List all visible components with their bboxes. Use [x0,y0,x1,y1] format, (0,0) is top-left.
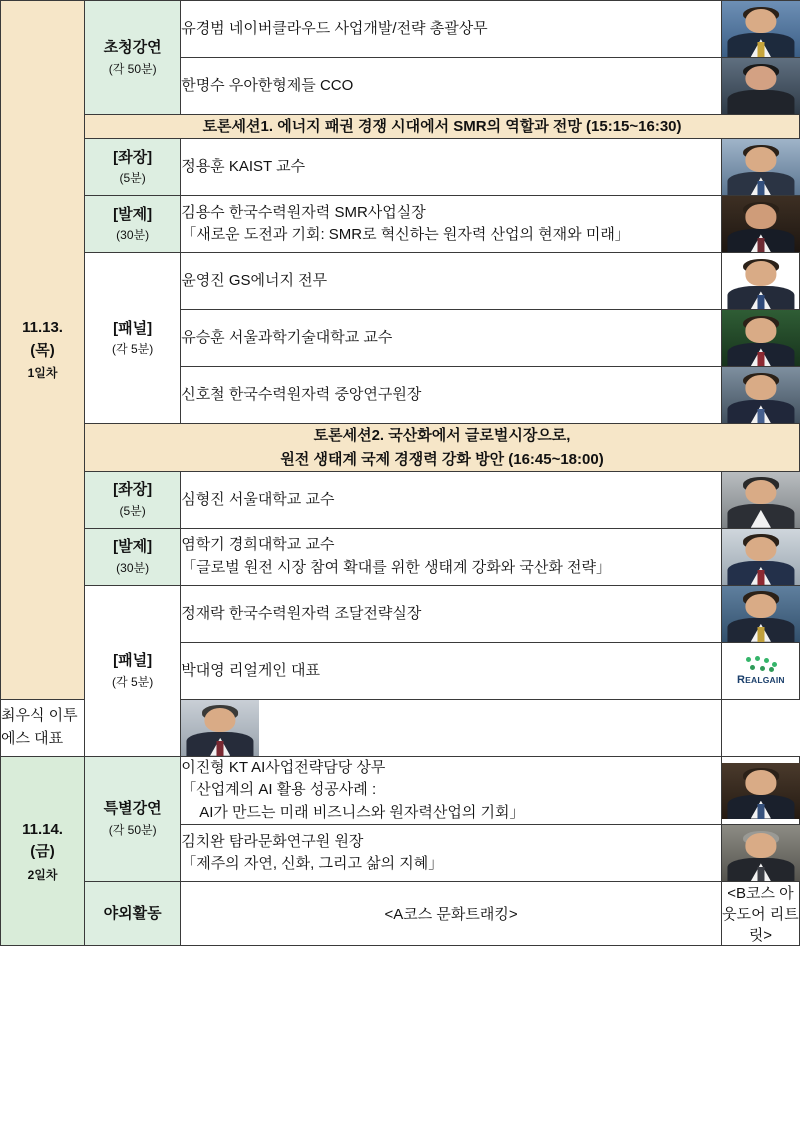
entry-text: 정용훈 KAIST 교수 [181,158,306,175]
table-row [1,424,800,472]
entry-s2-panel-3 [1,699,85,756]
role-panel-2 [85,585,181,756]
photo-suit [727,90,794,114]
headshot-icon [722,310,800,366]
entry-invited-2 [181,58,722,115]
table-row [1,585,800,642]
role-label: 야외활동 [103,904,162,922]
entry-text: 박대영 리얼게인 대표 [181,661,320,679]
entry-text: 김치완 탐라문화연구원 원장 [181,832,364,850]
photo-head [745,66,776,91]
outdoor-course-a: <A코스 문화트래킹> [181,882,722,946]
entry-text: 한명수 우아한형제들 CCO [181,76,354,94]
photo-head [745,375,776,400]
speaker-photo [721,139,799,196]
headshot-icon [722,529,800,585]
logo-text [737,674,785,686]
speaker-photo [721,585,799,642]
role-label: [패널] [113,652,153,670]
session-2-header [85,424,800,472]
entry-subtitle: 「새로운 도전과 기회: SMR로 혁신하는 원자력 산업의 현재와 미래」 [181,226,630,244]
photo-tie [757,238,764,253]
logo-initial: R [736,673,746,686]
table-row [1,528,800,585]
role-label: [좌장] [113,481,153,499]
photo-head [745,833,776,858]
photo-head [745,318,776,343]
speaker-photo [721,825,799,882]
company-logo [721,642,799,699]
photo-head [745,204,776,229]
role-panel-1 [85,253,181,424]
photo-tie [757,181,764,196]
speaker-photo [721,528,799,585]
entry-text: 유경범 네이버클라우드 사업개발/전략 총괄상무 [181,19,488,37]
role-outdoor-activity [85,882,181,946]
entry-special-1 [181,756,722,825]
table-row [1,471,800,528]
role-duration: (각 5분) [112,674,154,689]
photo-tie [757,352,764,367]
role-presentation-1 [85,196,181,253]
headshot-icon [722,825,800,881]
photo-head [745,147,776,172]
role-label: [패널] [113,319,153,337]
photo-head [745,770,776,795]
day-cell-1 [1,1,85,700]
entry-s1-panel-1 [181,253,722,310]
entry-text: 윤영진 GS에너지 전무 [181,272,328,289]
headshot-icon [722,1,800,57]
entry-s2-presentation [181,528,722,585]
headshot-icon [722,139,800,195]
session-2-line-1: 토론세션2. 국산화에서 글로벌시장으로, [313,427,571,445]
photo-head [745,261,776,286]
role-duration: (30분) [116,560,150,575]
role-chair-1 [85,139,181,196]
entry-text: 김용수 한국수력원자력 SMR사업실장 [181,203,426,221]
headshot-icon [722,763,800,819]
role-special-lecture [85,756,181,882]
entry-subtitle: 「글로벌 원전 시장 참여 확대를 위한 생태계 강화와 국산화 전략」 [181,558,611,576]
speaker-photo [721,1,799,58]
headshot-icon [181,700,259,756]
session-1-header: 토론세션1. 에너지 패권 경쟁 시대에서 SMR의 역할과 전망 (15:15~16:30) [85,115,800,139]
headshot-icon [722,196,800,252]
photo-tie [217,741,224,756]
role-duration: (각 50분) [108,61,157,76]
speaker-photo [721,756,799,825]
entry-special-2 [181,825,722,882]
speaker-photo [721,310,799,367]
role-duration: (5분) [119,503,146,518]
table-row [1,253,800,310]
day-cell-2 [1,756,85,946]
photo-head [745,480,776,505]
role-label: [발제] [113,538,153,556]
speaker-photo [721,58,799,115]
headshot-icon [722,367,800,423]
headshot-icon [722,472,800,528]
speaker-photo [721,471,799,528]
headshot-icon [722,586,800,642]
entry-s1-presentation [181,196,722,253]
entry-text: 염학기 경희대학교 교수 [181,536,335,554]
entry-subtitle-cont: AI가 만드는 미래 비즈니스와 원자력산업의 기회」 [199,803,525,821]
logo-dots [744,656,778,672]
photo-head [205,708,236,733]
photo-head [745,594,776,619]
role-presentation-2 [85,528,181,585]
role-duration: (5분) [119,171,146,186]
table-row [1,139,800,196]
entry-s1-panel-2 [181,310,722,367]
role-chair-2 [85,471,181,528]
entry-text: 신호철 한국수력원자력 중앙연구원장 [181,386,422,403]
role-label: [좌장] [113,148,153,166]
speaker-photo [721,196,799,253]
role-invited-lecture [85,1,181,115]
photo-tie [757,804,764,819]
day2-date: 11.14. [22,820,63,838]
role-label: [발제] [113,205,153,223]
photo-tie [757,867,764,882]
entry-s2-panel-2 [181,642,722,699]
entry-subtitle: 「제주의 자연, 신화, 그리고 삶의 지혜」 [181,855,444,873]
day1-order: 1일차 [27,366,58,381]
role-label: 초청강연 [103,38,162,56]
photo-tie [757,570,764,585]
headshot-icon [722,253,800,309]
entry-text: 정재락 한국수력원자력 조달전략실장 [181,604,422,622]
role-duration: (각 50분) [108,823,157,838]
entry-s2-panel-1 [181,585,722,642]
table-row [1,756,800,825]
day2-weekday: (금) [30,843,55,860]
table-row [1,1,800,58]
table-row [1,196,800,253]
entry-s1-panel-3 [181,367,722,424]
day1-date: 11.13. [22,319,63,337]
role-duration: (각 5분) [112,342,154,357]
role-label: 특별강연 [103,800,162,818]
speaker-photo [721,253,799,310]
entry-s2-chair [181,471,722,528]
day2-order: 2일차 [27,867,58,882]
photo-tie [757,42,764,57]
day1-weekday: (목) [30,341,55,359]
role-duration: (30분) [116,228,150,243]
table-row [1,115,800,139]
speaker-photo [721,367,799,424]
photo-tie [757,409,764,424]
outdoor-course-b: <B코스 아웃도어 리트릿> [721,882,799,946]
photo-head [745,9,776,34]
headshot-icon [722,58,800,114]
logo-rest: EALGAIN [745,674,785,685]
photo-head [745,537,776,562]
realgain-logo-icon [722,643,800,699]
entry-subtitle: 「산업계의 AI 활용 성공사례 : [181,781,377,799]
entry-text: 유승훈 서울과학기술대학교 교수 [181,329,393,346]
table-row [1,882,800,946]
entry-text: 심형진 서울대학교 교수 [181,490,335,508]
photo-tie [757,627,764,642]
entry-text: 최우식 이투에스 대표 [1,707,78,747]
entry-s1-chair [181,139,722,196]
speaker-photo [181,699,722,756]
session-2-line-2: 원전 생태계 국제 경쟁력 강화 방안 (16:45~18:00) [280,450,604,468]
photo-tie [757,295,764,310]
entry-invited-1 [181,1,722,58]
entry-text: 이진형 KT AI사업전략담당 상무 [181,758,386,776]
